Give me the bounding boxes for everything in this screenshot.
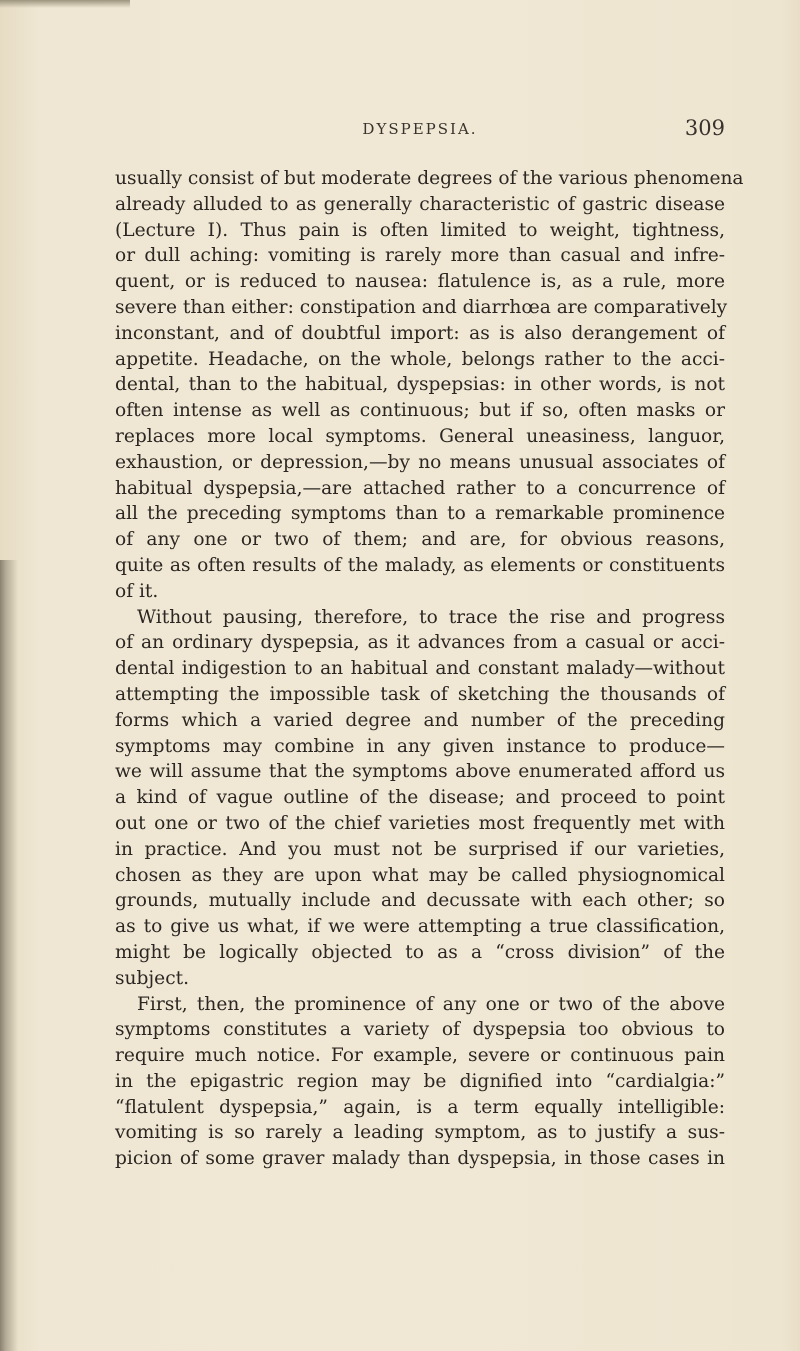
text-line: symptoms constitutes a variety of dyspepsia too obvious to [115, 1019, 725, 1041]
text-line: out one or two of the chief varieties most frequently met with [115, 812, 725, 834]
text-line: forms which a varied degree and number of the preceding [115, 709, 725, 731]
text-line: dental, than to the habitual, dyspepsias: in other words, is not [115, 374, 725, 396]
text-line: we will assume that the symptoms above enumerated afford us [115, 761, 725, 783]
text-line: of an ordinary dyspepsia, as it advances from a casual or acci- [115, 632, 725, 654]
text-line: of it. [115, 580, 159, 602]
text-line: symptoms may combine in any given instance to produce— [115, 735, 725, 757]
text-line: as to give us what, if we were attempting a true classification, [115, 916, 725, 938]
text-line: exhaustion, or depression,—by no means unusual associates of [115, 451, 725, 473]
text-line: vomiting is so rarely a leading symptom, as to justify a sus- [115, 1122, 725, 1144]
text-line: a kind of vague outline of the disease; and proceed to point [115, 787, 725, 809]
text-line: (Lecture I). Thus pain is often limited to weight, tightness, [115, 219, 725, 241]
text-line: usually consist of but moderate degrees of the various phenomena [115, 168, 744, 189]
text-line: appetite. Headache, on the whole, belongs rather to the acci- [115, 348, 725, 370]
text-line: severe than either: constipation and diarrhœa are comparatively [115, 296, 728, 318]
page-top-edge-shadow [0, 0, 130, 8]
text-line: might be logically objected to as a “cross division” of the [115, 941, 725, 963]
page-number: 309 [684, 116, 725, 140]
text-line: often intense as well as continuous; but if so, often masks or [115, 400, 725, 422]
text-line: picion of some graver malady than dyspepsia, in those cases in [115, 1148, 725, 1170]
text-line: grounds, mutually include and decussate with each other; so [115, 890, 725, 912]
text-line: already alluded to as generally characteristic of gastric disease [115, 193, 725, 215]
page-header [115, 116, 725, 146]
text-line: or dull aching: vomiting is rarely more than casual and infre- [115, 245, 725, 267]
text-line: all the preceding symptoms than to a remarkable prominence [115, 503, 725, 525]
text-line: habitual dyspepsia,—are attached rather to a concurrence of [115, 477, 725, 499]
text-line: require much notice. For example, severe or continuous pain [115, 1045, 725, 1067]
text-line: attempting the impossible task of sketching the thousands of [115, 683, 725, 705]
text-line: of any one or two of them; and are, for obvious reasons, [115, 529, 725, 551]
text-line: chosen as they are upon what may be called physiognomical [115, 864, 725, 886]
text-line: in the epigastric region may be dignified into “cardialgia:” [115, 1070, 725, 1092]
text-line: “flatulent dyspepsia,” again, is a term equally intelligible: [115, 1096, 725, 1118]
text-line: inconstant, and of doubtful import: as is also derangement of [115, 322, 725, 344]
body-text [115, 166, 744, 1172]
binding-shadow [0, 560, 18, 1351]
running-title: DYSPEPSIA. [362, 120, 478, 138]
text-line: quite as often results of the malady, as elements or constituents [115, 554, 725, 576]
text-line: dental indigestion to an habitual and constant malady—without [115, 658, 725, 680]
text-line: quent, or is reduced to nausea: flatulence is, as a rule, more [115, 271, 725, 293]
text-line: Without pausing, therefore, to trace the rise and progress [137, 606, 725, 628]
text-line: First, then, the prominence of any one or two of the above [137, 993, 725, 1015]
text-line: subject. [115, 967, 189, 989]
text-line: replaces more local symptoms. General uneasiness, languor, [115, 425, 725, 447]
text-line: in practice. And you must not be surprised if our varieties, [115, 838, 725, 860]
